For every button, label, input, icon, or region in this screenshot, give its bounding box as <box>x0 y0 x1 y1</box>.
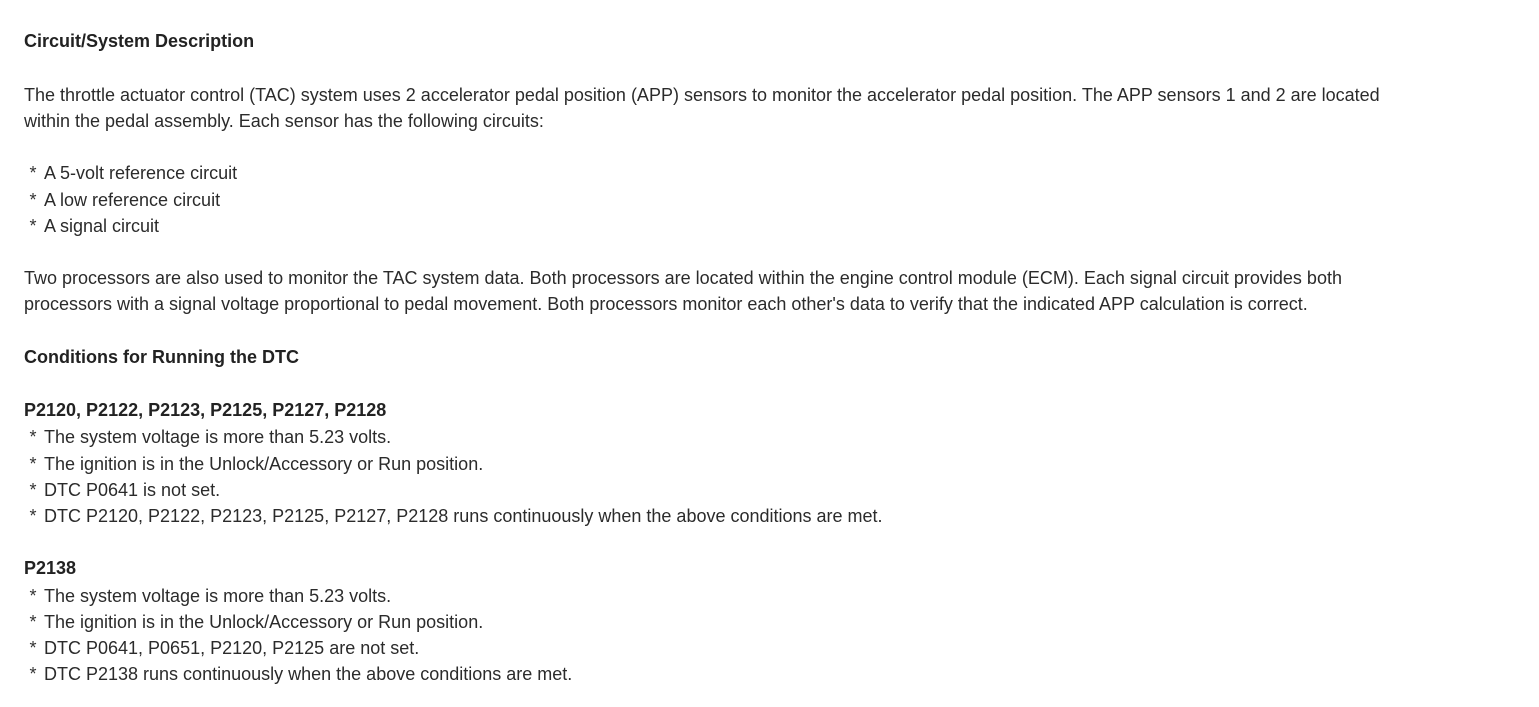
bullet-marker: * <box>29 427 37 447</box>
bullet-marker: * <box>29 664 37 684</box>
condition-list-item <box>22 479 220 501</box>
condition-list-item-text: DTC P0641 is not set. <box>44 480 221 500</box>
conditions-heading: Conditions for Running the DTC <box>24 347 299 367</box>
circuit-list-item <box>22 189 220 211</box>
description-paragraph-line: The throttle actuator control (TAC) system uses 2 accelerator pedal position (APP) sensors to monitor the accelerator pedal position. The APP sensors 1 and 2 are located <box>24 85 1380 105</box>
dtc-group-title: P2120, P2122, P2123, P2125, P2127, P2128 <box>24 400 387 420</box>
bullet-marker: * <box>29 480 37 500</box>
circuit-list-item-text: A low reference circuit <box>44 190 221 210</box>
condition-list-item-text: DTC P0641, P0651, P2120, P2125 are not set. <box>44 638 420 658</box>
condition-list-item-text: DTC P2138 runs continuously when the above conditions are met. <box>44 664 573 684</box>
processors-paragraph-line: Two processors are also used to monitor the TAC system data. Both processors are located within the engine control module (ECM). Each signal circuit provides both <box>24 268 1342 288</box>
circuit-description-heading: Circuit/System Description <box>24 31 255 51</box>
condition-list-item-text: The system voltage is more than 5.23 volts. <box>44 427 392 447</box>
circuit-list-item-text: A signal circuit <box>44 216 160 236</box>
condition-list-item <box>22 505 883 527</box>
condition-list-item <box>22 611 483 633</box>
condition-list-item-text: The ignition is in the Unlock/Accessory or Run position. <box>44 454 484 474</box>
condition-list-item-text: The ignition is in the Unlock/Accessory or Run position. <box>44 612 484 632</box>
bullet-marker: * <box>29 190 37 210</box>
bullet-marker: * <box>29 586 37 606</box>
circuit-list-item <box>22 215 159 237</box>
bullet-marker: * <box>29 638 37 658</box>
bullet-marker: * <box>29 216 37 236</box>
condition-list-item <box>22 453 483 475</box>
condition-list-item <box>22 663 572 685</box>
bullet-marker: * <box>29 612 37 632</box>
condition-list-item <box>22 585 391 607</box>
condition-list-item-text: DTC P2120, P2122, P2123, P2125, P2127, P2128 runs continuously when the above conditions are met. <box>44 506 883 526</box>
bullet-marker: * <box>29 506 37 526</box>
dtc-group-title: P2138 <box>24 558 77 578</box>
circuit-list-item-text: A 5-volt reference circuit <box>44 163 238 183</box>
description-paragraph-line: within the pedal assembly. Each sensor has the following circuits: <box>24 111 544 131</box>
condition-list-item-text: The system voltage is more than 5.23 volts. <box>44 586 392 606</box>
condition-list-item <box>22 637 419 659</box>
circuit-list-item <box>22 162 237 184</box>
condition-list-item <box>22 426 391 448</box>
bullet-marker: * <box>29 163 37 183</box>
bullet-marker: * <box>29 454 37 474</box>
processors-paragraph-line: processors with a signal voltage proportional to pedal movement. Both processors monitor each other's data to verify that the indicated APP calculation is correct. <box>24 294 1308 314</box>
